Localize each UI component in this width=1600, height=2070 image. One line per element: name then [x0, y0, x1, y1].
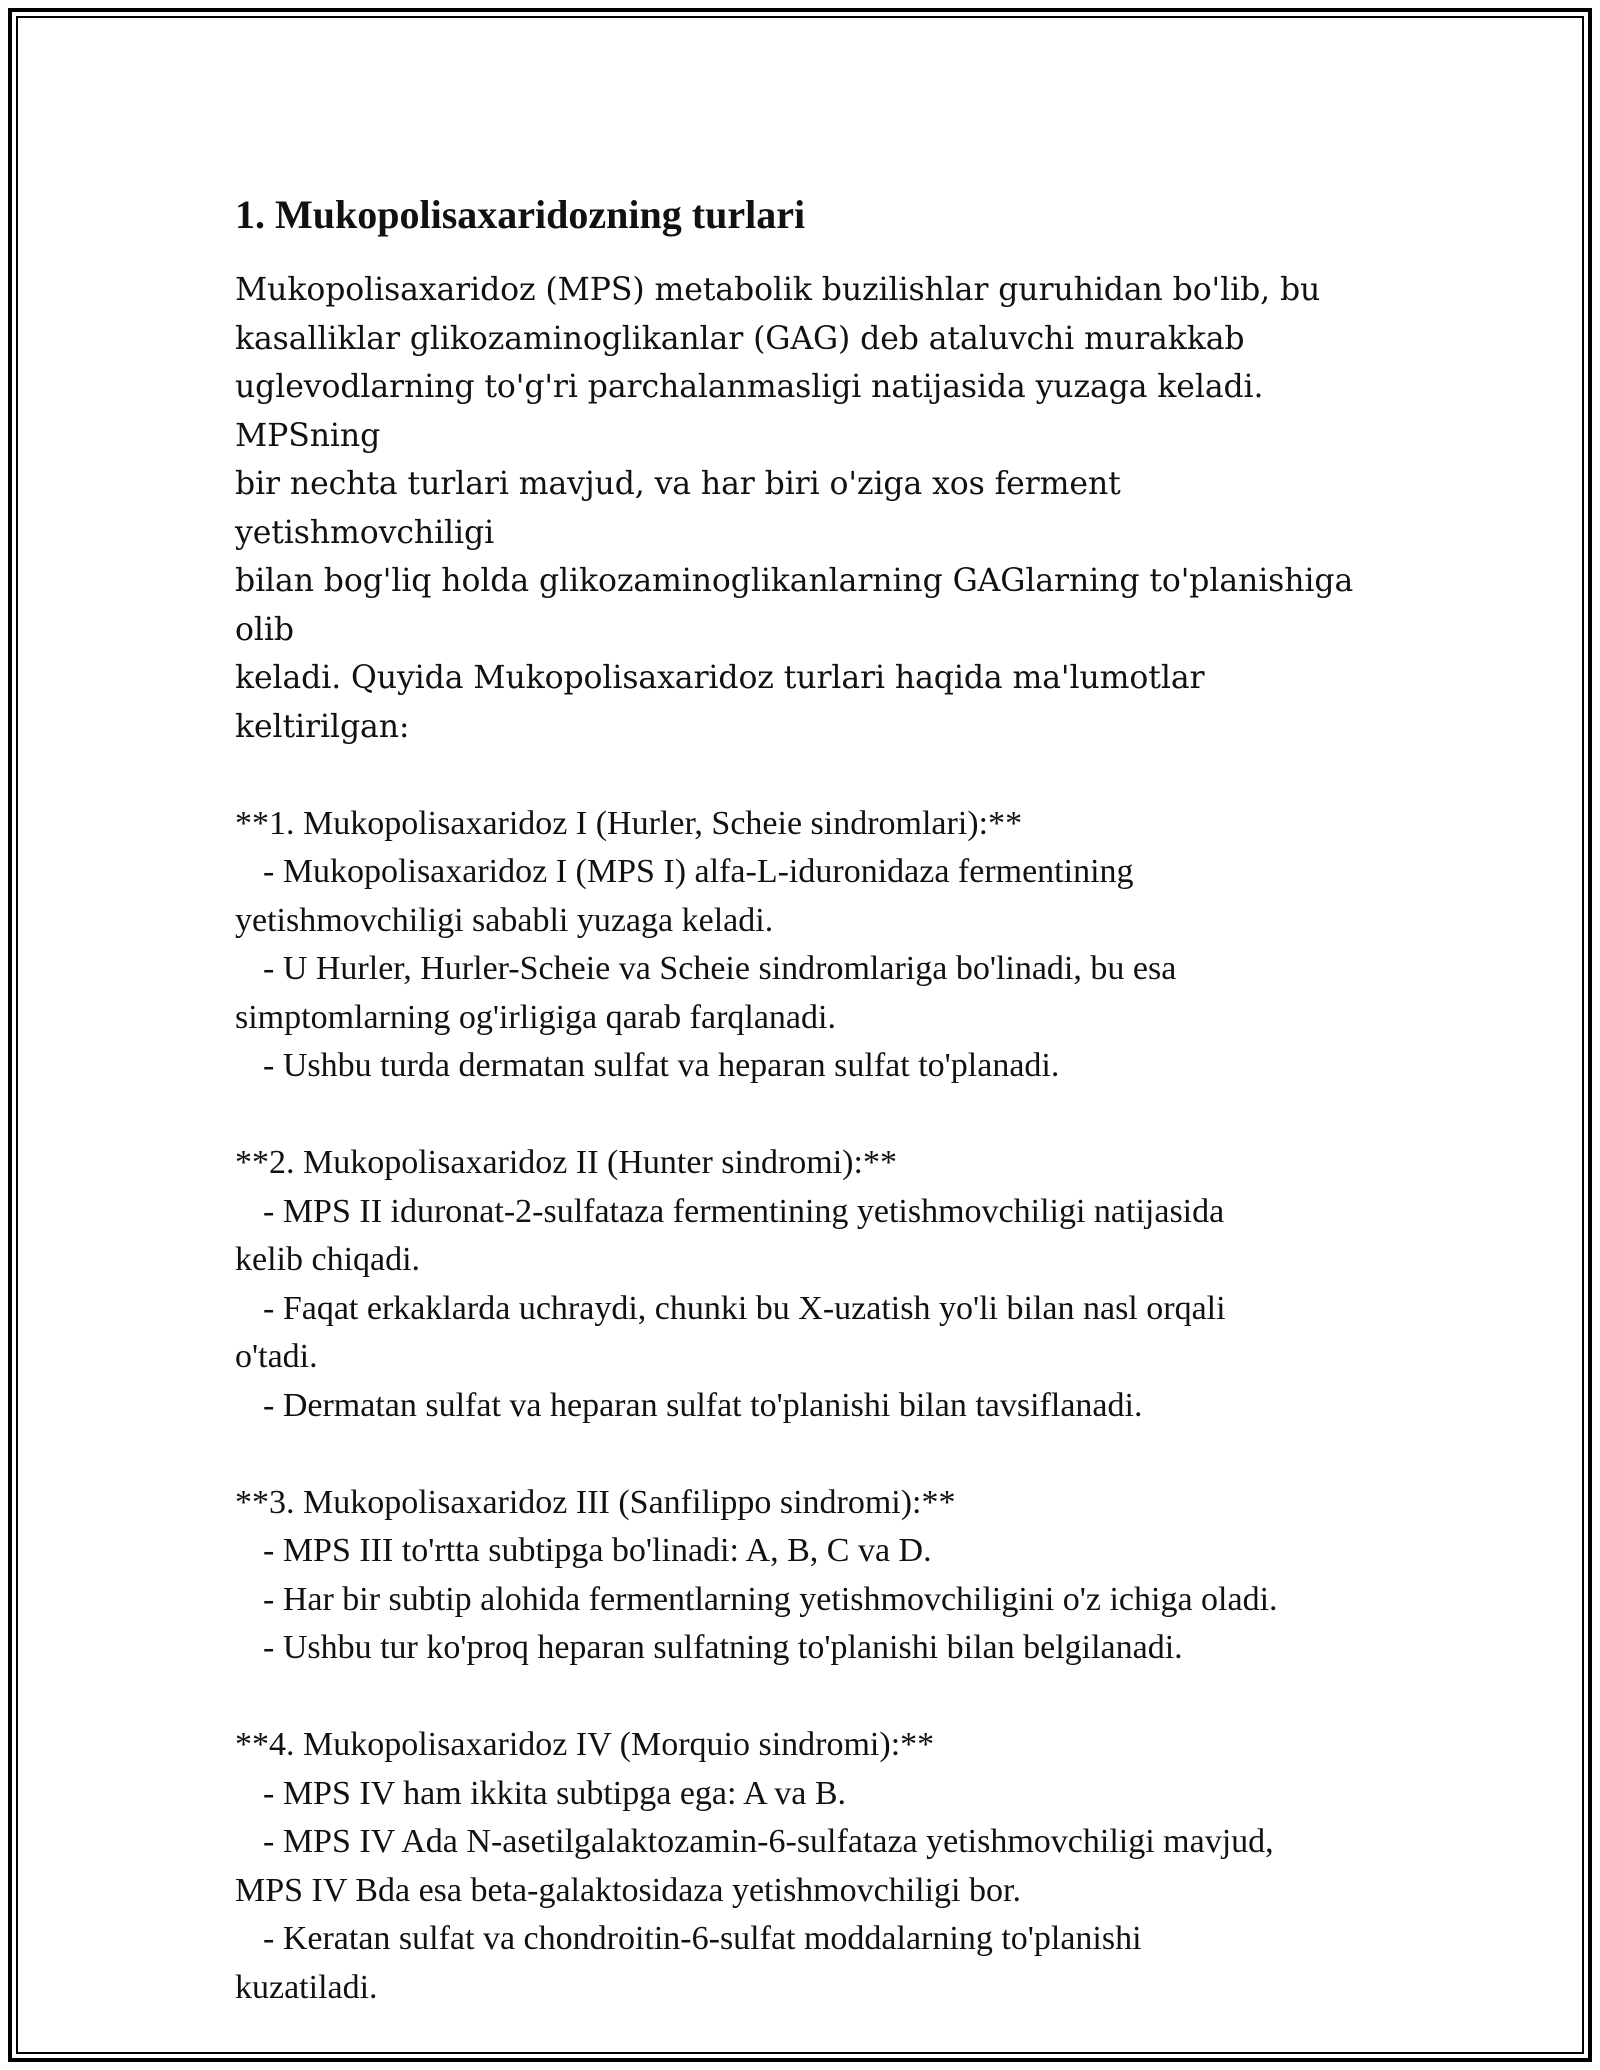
intro-line: bilan bog'liq holda glikozaminoglikanlarning GAGlarning to'planishiga olib [235, 563, 1354, 648]
document-page [235, 180, 1365, 2012]
section-mps-3 [235, 1479, 1365, 1673]
section-heading: **3. Mukopolisaxaridoz III (Sanfilippo sindromi):** [235, 1483, 956, 1521]
section-heading: **1. Mukopolisaxaridoz I (Hurler, Scheie sindromlari):** [235, 804, 1023, 842]
intro-line: bir nechta turlari mavjud, va har biri o'ziga xos ferment yetishmovchiligi [235, 466, 1121, 551]
section-line: yetishmovchiligi sababli yuzaga keladi. [235, 901, 774, 939]
intro-line: uglevodlarning to'g'ri parchalanmasligi natijasida yuzaga keladi. MPSning [235, 369, 1264, 454]
section-mps-2 [235, 1139, 1365, 1430]
section-line: - MPS IV ham ikkita subtipga ega: A va B. [263, 1774, 847, 1812]
intro-paragraph [235, 266, 1365, 751]
section-line: - Ushbu tur ko'proq heparan sulfatning to'planishi bilan belgilanadi. [263, 1629, 1183, 1666]
section-line: simptomlarning og'irligiga qarab farqlanadi. [235, 998, 836, 1036]
section-line: - Har bir subtip alohida fermentlarning yetishmovchiligini o'z ichiga oladi. [263, 1580, 1278, 1618]
section-line: - MPS III to'rtta subtipga bo'linadi: A, B, C va D. [263, 1532, 932, 1569]
section-line: - MPS IV Ada N-asetilgalaktozamin-6-sulfataza yetishmovchiligi mavjud, [263, 1823, 1274, 1860]
section-line: kuzatiladi. [235, 1968, 378, 2006]
section-line: - MPS II iduronat-2-sulfataza fermentining yetishmovchiligi natijasida [263, 1192, 1225, 1230]
section-heading: **4. Mukopolisaxaridoz IV (Morquio sindromi):** [235, 1726, 935, 1763]
section-line: - Ushbu turda dermatan sulfat va heparan sulfat to'planadi. [263, 1047, 1060, 1084]
document-title: 1. Mukopolisaxaridozning turlari [235, 192, 806, 237]
section-line: MPS IV Bda esa beta-galaktosidaza yetishmovchiligi bor. [235, 1871, 1021, 1909]
section-mps-1 [235, 800, 1365, 1091]
section-line: - Faqat erkaklarda uchraydi, chunki bu X-uzatish yo'li bilan nasl orqali [263, 1289, 1226, 1327]
section-line: - Dermatan sulfat va heparan sulfat to'planishi bilan tavsiflanadi. [263, 1386, 1143, 1424]
section-line: - Keratan sulfat va chondroitin-6-sulfat moddalarning to'planishi [263, 1920, 1142, 1957]
section-heading: **2. Mukopolisaxaridoz II (Hunter sindromi):** [235, 1144, 897, 1181]
section-mps-4 [235, 1721, 1365, 2012]
intro-line: kasalliklar glikozaminoglikanlar (GAG) deb ataluvchi murakkab [235, 320, 1245, 357]
section-line: - U Hurler, Hurler-Scheie va Scheie sindromlariga bo'linadi, bu esa [263, 950, 1177, 987]
section-line: kelib chiqadi. [235, 1241, 421, 1278]
section-line: - Mukopolisaxaridoz I (MPS I) alfa-L-iduronidaza fermentining [263, 853, 1134, 890]
intro-line: keladi. Quyida Mukopolisaxaridoz turlari haqida ma'lumotlar keltirilgan: [235, 660, 1205, 745]
section-line: o'tadi. [235, 1338, 318, 1375]
intro-line: Mukopolisaxaridoz (MPS) metabolik buzilishlar guruhidan bo'lib, bu [235, 272, 1321, 308]
